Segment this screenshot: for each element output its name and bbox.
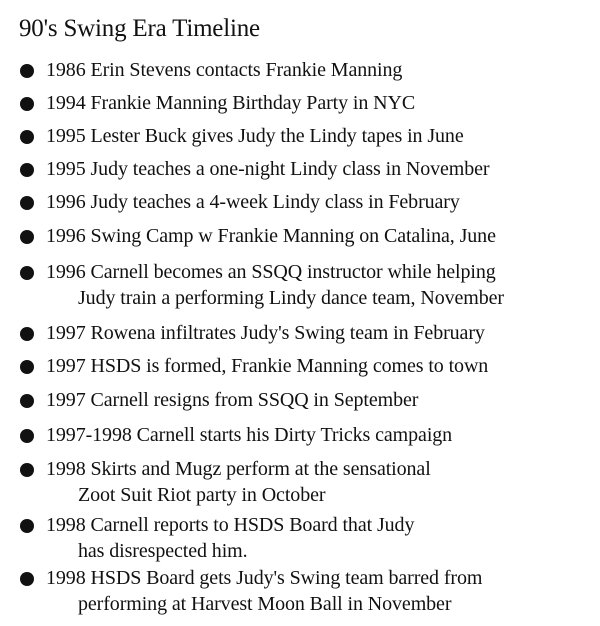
entry-text: 1994 Frankie Manning Birthday Party in NYC	[46, 92, 416, 114]
bullet-icon	[20, 266, 34, 280]
entry-text: 1996 Carnell becomes an SSQQ instructor while helping	[46, 261, 496, 283]
bullet-icon	[20, 572, 34, 586]
entry-text: 1995 Judy teaches a one-night Lindy class in November	[46, 158, 490, 180]
entry-text: 1998 Skirts and Mugz perform at the sensational	[46, 458, 431, 480]
entry-continuation: has disrespected him.	[78, 540, 248, 562]
entry-continuation: Zoot Suit Riot party in October	[78, 484, 326, 506]
entry-text: 1997 HSDS is formed, Frankie Manning comes to town	[46, 355, 489, 377]
bullet-icon	[20, 360, 34, 374]
bullet-icon	[20, 64, 34, 78]
bullet-icon	[20, 163, 34, 177]
entry-text: 1997 Rowena infiltrates Judy's Swing team in February	[46, 322, 485, 344]
page-title: 90's Swing Era Timeline	[19, 15, 260, 42]
entry-text: 1998 HSDS Board gets Judy's Swing team barred from	[46, 567, 483, 589]
entry-text: 1997 Carnell resigns from SSQQ in September	[46, 389, 419, 411]
entry-continuation: Judy train a performing Lindy dance team, November	[78, 287, 504, 309]
entry-text: 1998 Carnell reports to HSDS Board that Judy	[46, 514, 415, 536]
entry-text: 1997-1998 Carnell starts his Dirty Tricks campaign	[46, 424, 453, 446]
entry-text: 1996 Swing Camp w Frankie Manning on Catalina, June	[46, 225, 496, 247]
entry-text: 1986 Erin Stevens contacts Frankie Manning	[46, 59, 403, 81]
entry-text: 1995 Lester Buck gives Judy the Lindy tapes in June	[46, 125, 464, 147]
bullet-icon	[20, 130, 34, 144]
bullet-icon	[20, 394, 34, 408]
bullet-icon	[20, 230, 34, 244]
entry-text: 1996 Judy teaches a 4-week Lindy class in February	[46, 191, 460, 213]
bullet-icon	[20, 463, 34, 477]
entry-continuation: performing at Harvest Moon Ball in November	[78, 593, 452, 615]
bullet-icon	[20, 429, 34, 443]
bullet-icon	[20, 97, 34, 111]
bullet-icon	[20, 196, 34, 210]
bullet-icon	[20, 519, 34, 533]
bullet-icon	[20, 327, 34, 341]
